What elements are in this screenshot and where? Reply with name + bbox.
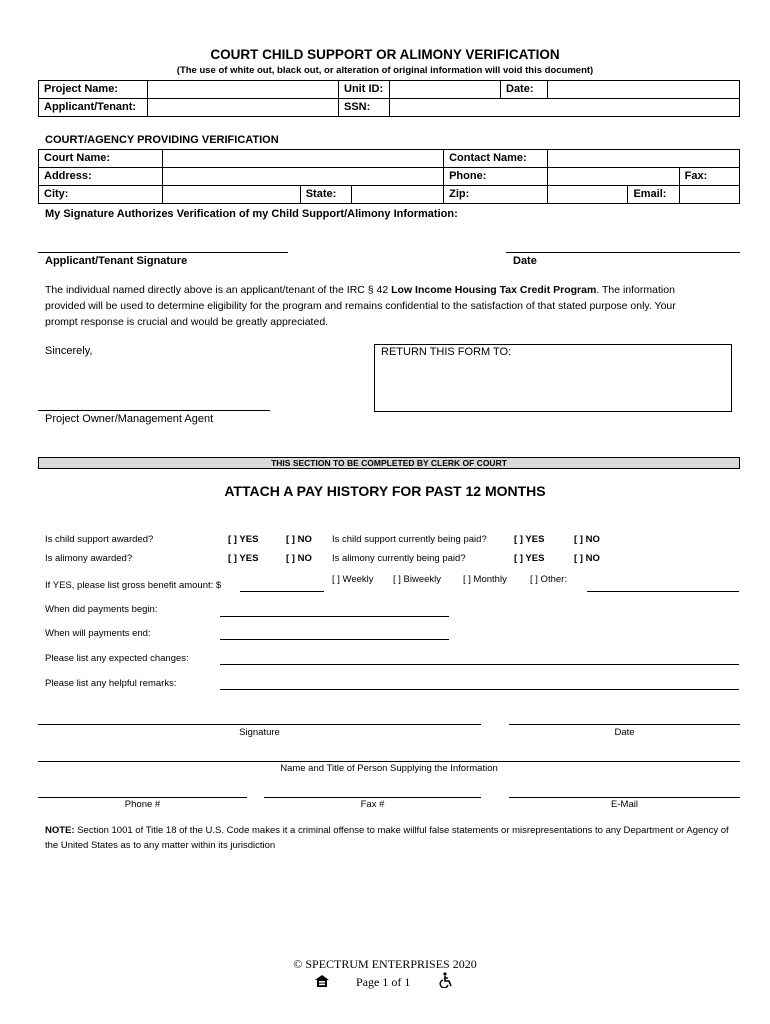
applicant-tenant-field[interactable] — [148, 99, 339, 117]
return-form-label: RETURN THIS FORM TO: — [381, 346, 512, 358]
address-label: Address: — [39, 168, 163, 186]
freq-monthly[interactable]: [ ] Monthly — [463, 574, 507, 585]
child-paid-yes[interactable]: [ ] YES — [514, 534, 545, 545]
clerk-date-line[interactable] — [509, 724, 740, 725]
page-title: COURT CHILD SUPPORT OR ALIMONY VERIFICATION — [210, 47, 560, 62]
q-child-awarded: Is child support awarded? — [45, 534, 154, 545]
city-label: City: — [39, 186, 163, 204]
body-paragraph — [45, 282, 710, 330]
program-name: Low Income Housing Tax Credit Program — [391, 284, 597, 296]
state-label: State: — [300, 186, 351, 204]
court-info-table — [38, 149, 740, 204]
helpful-remarks-line[interactable] — [220, 689, 739, 690]
pay-history-heading: ATTACH A PAY HISTORY FOR PAST 12 MONTHS — [224, 483, 546, 499]
sincerely-text: Sincerely, — [45, 345, 93, 357]
freq-other-line[interactable] — [587, 591, 739, 592]
page-subtitle: (The use of white out, black out, or alteration of original information will void this document) — [176, 65, 594, 76]
applicant-signature-line[interactable] — [38, 252, 288, 253]
note-label: NOTE: — [45, 825, 75, 836]
fax-label: Fax # — [360, 799, 385, 810]
fax-label: Fax: — [679, 168, 739, 186]
freq-weekly[interactable]: [ ] Weekly — [332, 574, 374, 585]
email-line[interactable] — [509, 797, 740, 798]
clerk-date-label: Date — [614, 727, 635, 738]
gross-benefit-label: If YES, please list gross benefit amount: $ — [45, 580, 222, 591]
applicant-date-label: Date — [513, 255, 537, 267]
payments-end-label: When will payments end: — [45, 628, 151, 639]
date-label: Date: — [501, 81, 548, 99]
court-name-field[interactable] — [163, 150, 444, 168]
q-alimony-awarded: Is alimony awarded? — [45, 553, 133, 564]
ssn-label: SSN: — [339, 99, 390, 117]
gross-benefit-line[interactable] — [240, 591, 324, 592]
legal-note — [45, 823, 735, 853]
applicant-date-line[interactable] — [506, 252, 740, 253]
phone-line[interactable] — [38, 797, 247, 798]
phone-label: Phone: — [444, 168, 548, 186]
alimony-paid-yes[interactable]: [ ] YES — [514, 553, 545, 564]
accessibility-icon — [438, 972, 454, 993]
address-field[interactable] — [163, 168, 444, 186]
owner-signature-line[interactable] — [38, 410, 270, 411]
payments-begin-label: When did payments begin: — [45, 604, 158, 615]
authorization-text: My Signature Authorizes Verification of my Child Support/Alimony Information: — [45, 208, 458, 220]
city-field[interactable] — [163, 186, 301, 204]
court-name-label: Court Name: — [39, 150, 163, 168]
alimony-paid-no[interactable]: [ ] NO — [574, 553, 600, 564]
unit-id-label: Unit ID: — [339, 81, 390, 99]
freq-biweekly[interactable]: [ ] Biweekly — [393, 574, 442, 585]
body-text-pre: The individual named directly above is an applicant/tenant of the IRC § 42 — [45, 284, 392, 296]
phone-label: Phone # — [124, 799, 161, 810]
child-awarded-yes[interactable]: [ ] YES — [228, 534, 259, 545]
child-awarded-no[interactable]: [ ] NO — [286, 534, 312, 545]
owner-agent-label: Project Owner/Management Agent — [45, 413, 214, 425]
email-label: Email: — [628, 186, 679, 204]
helpful-remarks-label: Please list any helpful remarks: — [45, 678, 177, 689]
payments-begin-line[interactable] — [220, 616, 449, 617]
ssn-field[interactable] — [390, 99, 740, 117]
payments-end-line[interactable] — [220, 639, 449, 640]
applicant-tenant-label: Applicant/Tenant: — [39, 99, 148, 117]
name-title-line[interactable] — [38, 761, 740, 762]
return-form-box[interactable] — [374, 344, 732, 412]
zip-field[interactable] — [547, 186, 628, 204]
clerk-signature-line[interactable] — [38, 724, 481, 725]
alimony-awarded-no[interactable]: [ ] NO — [286, 553, 312, 564]
copyright-text: © SPECTRUM ENTERPRISES 2020 — [293, 957, 477, 971]
expected-changes-line[interactable] — [220, 664, 739, 665]
project-name-label: Project Name: — [39, 81, 148, 99]
court-section-heading: COURT/AGENCY PROVIDING VERIFICATION — [45, 134, 279, 146]
child-paid-no[interactable]: [ ] NO — [574, 534, 600, 545]
applicant-signature-label: Applicant/Tenant Signature — [45, 255, 188, 267]
contact-name-field[interactable] — [547, 150, 739, 168]
clerk-section-band: THIS SECTION TO BE COMPLETED BY CLERK OF COURT — [38, 457, 740, 469]
applicant-info-table — [38, 80, 740, 117]
unit-id-field[interactable] — [390, 81, 501, 99]
body-text-post: . The information provided will be used to determine eligibility for the program and remains confidential to the satisfaction of that stated purpose only. Your prompt response is crucial and would be greatly appreciated. — [45, 284, 676, 328]
note-text: Section 1001 of Title 18 of the U.S. Code makes it a criminal offense to make willful false statements or misrepresentations to any Department or Agency of the United States as to any matter within its jurisdiction — [45, 825, 729, 851]
phone-field[interactable] — [547, 168, 679, 186]
project-name-field[interactable] — [148, 81, 339, 99]
date-field[interactable] — [548, 81, 740, 99]
q-child-paid: Is child support currently being paid? — [332, 534, 487, 545]
email-field[interactable] — [679, 186, 739, 204]
q-alimony-paid: Is alimony currently being paid? — [332, 553, 466, 564]
page-number: Page 1 of 1 — [356, 975, 411, 989]
email-label: E-Mail — [611, 799, 638, 810]
alimony-awarded-yes[interactable]: [ ] YES — [228, 553, 259, 564]
fax-line[interactable] — [264, 797, 481, 798]
equal-housing-icon — [314, 974, 330, 993]
name-title-label: Name and Title of Person Supplying the Information — [280, 763, 498, 774]
state-field[interactable] — [351, 186, 443, 204]
freq-other[interactable]: [ ] Other: — [530, 574, 567, 585]
expected-changes-label: Please list any expected changes: — [45, 653, 189, 664]
contact-name-label: Contact Name: — [444, 150, 548, 168]
clerk-signature-label: Signature — [239, 727, 280, 738]
zip-label: Zip: — [444, 186, 548, 204]
